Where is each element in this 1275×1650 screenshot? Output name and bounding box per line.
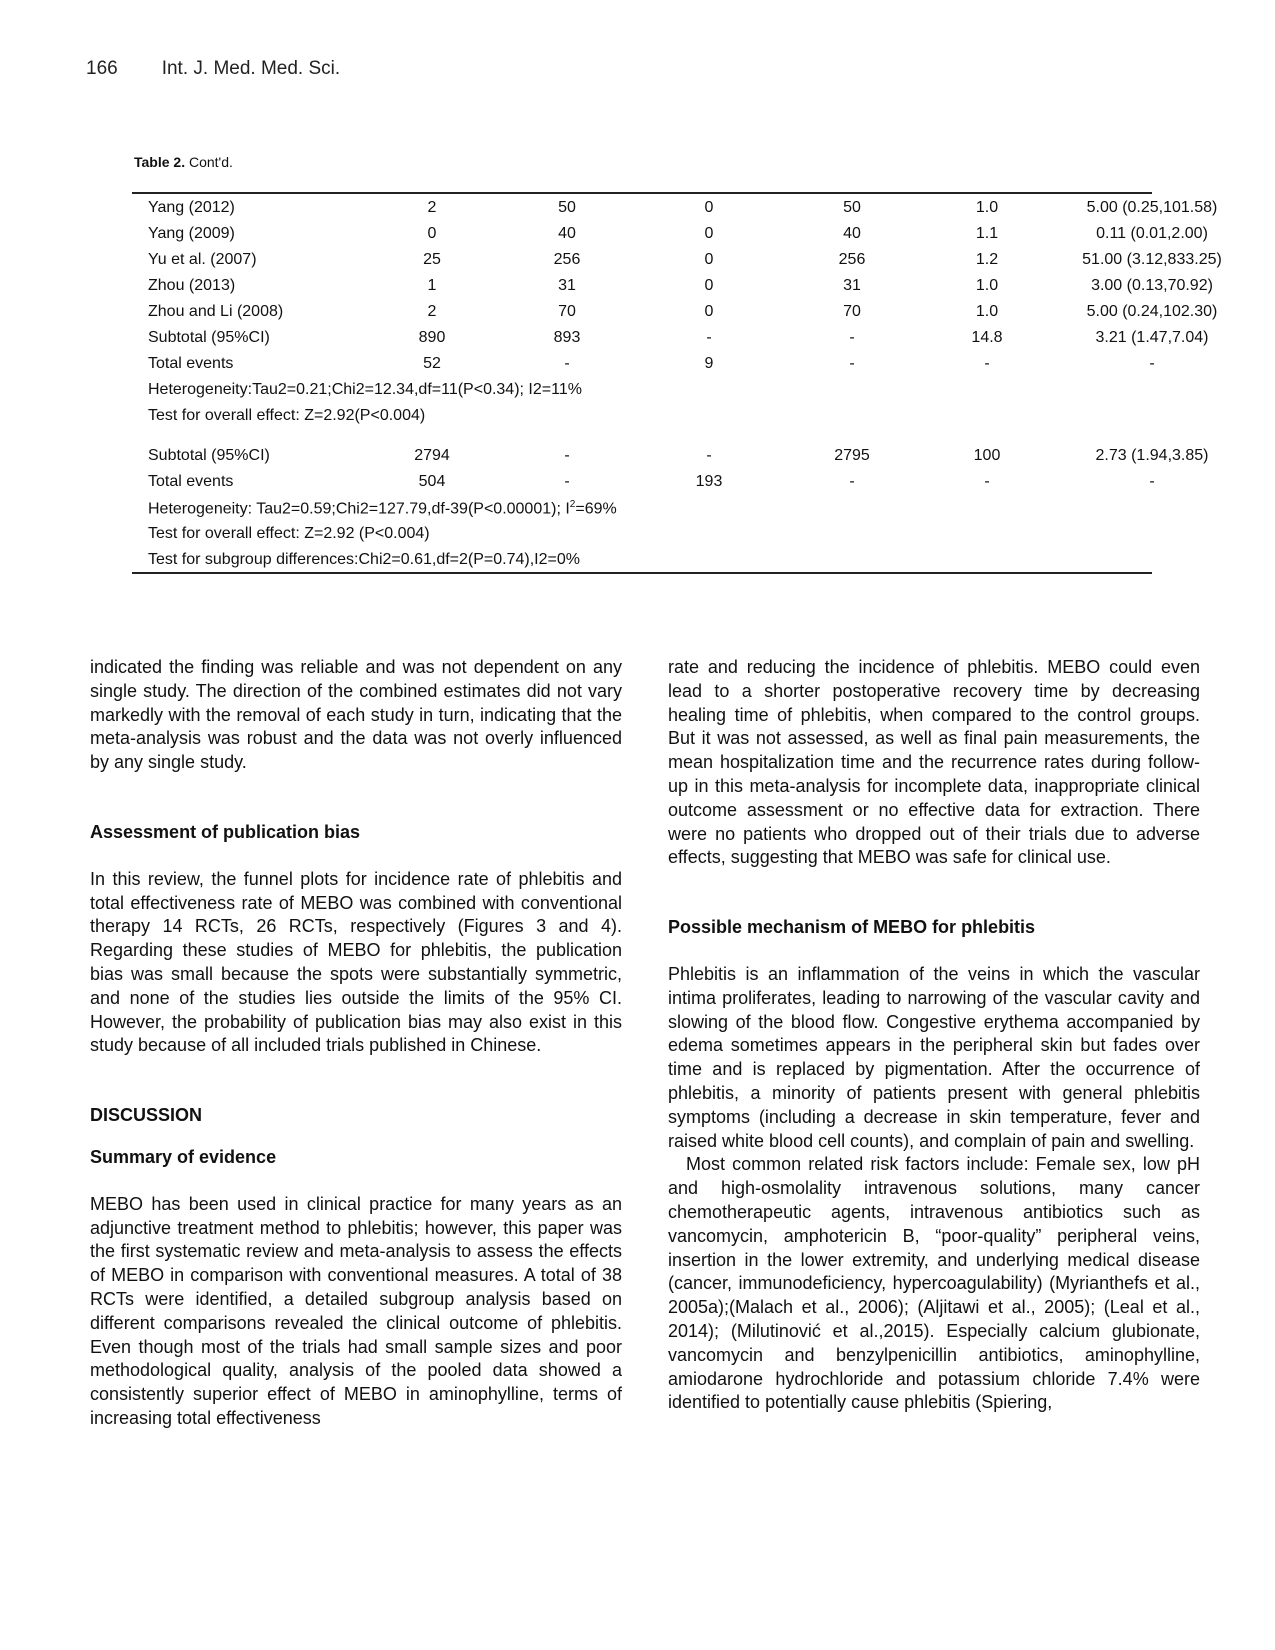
table-cell: 2795 — [834, 447, 870, 464]
table-body-1 — [132, 194, 1222, 376]
page-number: 166 — [86, 58, 118, 79]
table-note: Test for overall effect: Z=2.92 (P<0.004) — [148, 525, 430, 542]
table-cell: 1.0 — [975, 303, 999, 320]
table-note: Heterogeneity: Tau2=0.59;Chi2=127.79,df-39(P<0.00001); $I^2=69\%$ — [148, 499, 617, 518]
section-heading: Possible mechanism of MEBO for phlebitis — [668, 917, 1036, 938]
table-cell: Zhou and Li (2008) — [148, 303, 284, 320]
table-cell: 2 — [427, 303, 437, 320]
table-bottom-rule — [132, 572, 1152, 574]
paragraph: rate and reducing the incidence of phlebitis. MEBO could even lead to a shorter postoperative recovery time by decreasing healing time of phlebitis, when compared to the control groups. But it was not assessed, as well as final pain measurements, the mean hospitalization time and the recurrence rates during follow-up in this meta-analysis for incomplete data, inappropriate clinical outcome assessment or no effective data for extraction. There were no patients who dropped out of their trials due to adverse effects, suggesting that MEBO was safe for clinical use. — [668, 657, 1200, 868]
table-cell: 2794 — [414, 447, 450, 464]
table-cell: 40 — [843, 225, 861, 242]
table-cell: 0 — [704, 199, 714, 216]
table-cell: 193 — [695, 473, 723, 490]
table-cell: 9 — [704, 355, 714, 372]
table-cell: Total events — [148, 355, 234, 372]
table-cell: Total events — [148, 473, 234, 490]
paragraph: Most common related risk factors include: Female sex, low pH and high-osmolality intravenous solutions, many cancer chemotherapeutic agents, intravenous antibiotics such as vancomycin, amphotericin B, “poor-quality” peripheral veins, insertion in the lower extremity, and underlying medical disease (cancer, immunodeficiency, hypercoagulability) (Myrianthefs et al., 2005a);(Malach et al., 2006); (Aljitawi et al., 2005); (Leal et al., 2014); (Milutinović et al.,2015). Especially calcium glubionate, vancomycin and benzylpenicillin antibiotics, aminophylline, amiodarone hydrochloride and potassium chloride 7.4% were identified to potentially cause phlebitis (Spiering, — [668, 1154, 1200, 1413]
table-row — [132, 468, 1155, 494]
table-cell: 1 — [427, 277, 437, 294]
table-cell: 0 — [704, 251, 714, 268]
section-heading: Assessment of publication bias — [90, 821, 361, 842]
table-cell: - — [1149, 355, 1155, 372]
table-cell: 100 — [973, 447, 1001, 464]
table-cell: 1.0 — [975, 277, 999, 294]
table-cell: Yang (2012) — [148, 199, 235, 216]
paragraph: In this review, the funnel plots for incidence rate of phlebitis and total effectiveness rate of MEBO was combined with conventional therapy 14 RCTs, 26 RCTs, respectively (Figures 3 and 4). Regarding these studies of MEBO for phlebitis, the publication bias was small because the spots were substantially symmetric, and none of the studies lies outside the limits of the 95% CI. However, the probability of publication bias may also exist in this study because of all included trials published in Chinese. — [90, 868, 622, 1056]
table-row — [132, 442, 1209, 468]
right-column — [668, 656, 1200, 1415]
table-cell: 1.2 — [975, 251, 999, 268]
table-cell: 0.11 (0.01,2.00) — [1096, 225, 1208, 242]
paragraph: MEBO has been used in clinical practice for many years as an adjunctive treatment method to phlebitis; however, this paper was the first systematic review and meta-analysis to assess the effects of MEBO in comparison with conventional measures. A total of 38 RCTs were identified, a detailed subgroup analysis based on different comparisons revealed the clinical outcome of phlebitis. Even though most of the trials had small sample sizes and poor methodological quality, analysis of the pooled data showed a consistently superior effect of MEBO in aminophylline, terms of increasing total effectiveness — [90, 1193, 622, 1428]
table-cell: - — [1149, 473, 1155, 490]
table-cell: - — [564, 447, 570, 464]
table-row — [132, 350, 1155, 376]
page-header — [86, 58, 340, 80]
table-cell: 256 — [553, 251, 581, 268]
table-note: Test for overall effect: Z=2.92(P<0.004) — [148, 407, 426, 424]
table-cell: - — [849, 355, 855, 372]
table-cell: 504 — [418, 473, 446, 490]
table-caption-text: Cont'd. — [185, 154, 233, 170]
table-cell: Yang (2009) — [148, 225, 235, 242]
subsection-heading: Summary of evidence — [90, 1146, 277, 1167]
table-caption-label: Table 2. — [134, 154, 186, 170]
table-cell: Subtotal (95%CI) — [148, 329, 270, 346]
table-cell: - — [849, 473, 855, 490]
table-cell: 5.00 (0.24,102.30) — [1086, 303, 1218, 320]
data-table — [132, 192, 1222, 574]
table-cell: 52 — [423, 355, 441, 372]
table-cell: 0 — [704, 225, 714, 242]
table-notes-2 — [132, 520, 1152, 572]
table-cell: 50 — [558, 199, 576, 216]
table-cell: 25 — [423, 251, 441, 268]
table-cell: 256 — [838, 251, 866, 268]
table-cell: Zhou (2013) — [148, 277, 236, 294]
table-note: Test for subgroup differences:Chi2=0.61,df=2(P=0.74),I2=0% — [148, 551, 580, 568]
table-cell: 51.00 (3.12,833.25) — [1082, 251, 1222, 268]
table-cell: 70 — [843, 303, 861, 320]
table-row — [132, 246, 1222, 272]
table-cell: 14.8 — [971, 329, 1003, 346]
table-cell: 2.73 (1.94,3.85) — [1095, 447, 1209, 464]
table-cell: 0 — [427, 225, 437, 242]
table-cell: 50 — [843, 199, 861, 216]
table-caption — [134, 154, 233, 170]
table-cell: 70 — [558, 303, 576, 320]
table-cell: - — [984, 355, 990, 372]
table-cell: - — [564, 473, 570, 490]
table-cell: 890 — [418, 329, 446, 346]
table-cell: - — [564, 355, 570, 372]
table-row — [132, 324, 1209, 350]
paragraph: Phlebitis is an inflammation of the veins in which the vascular intima proliferates, leading to narrowing of the vascular cavity and slowing of the blood flow. Congestive erythema accompanied by edema sometimes appears in the peripheral skin but fades over time and is replaced by pigmentation. After the occurrence of phlebitis, a minority of patients present with general phlebitis symptoms (including a decrease in skin temperature, fever and raised white blood cell counts), and complain of pain and swelling. — [668, 963, 1200, 1151]
table-cell: 5.00 (0.25,101.58) — [1086, 199, 1218, 216]
table-row — [132, 298, 1218, 324]
section-heading: DISCUSSION — [90, 1105, 203, 1126]
table-cell: 0 — [704, 303, 714, 320]
table-cell: - — [706, 447, 712, 464]
table-row — [132, 220, 1208, 246]
table-cell: - — [849, 329, 855, 346]
table-notes-1 — [132, 376, 1152, 428]
table-cell: - — [706, 329, 712, 346]
table-row — [132, 194, 1218, 220]
table-cell: Yu et al. (2007) — [148, 251, 257, 268]
table-cell: 893 — [553, 329, 581, 346]
table-cell: 2 — [427, 199, 437, 216]
table-cell: - — [984, 473, 990, 490]
table-cell: 40 — [558, 225, 576, 242]
table-cell: 3.21 (1.47,7.04) — [1095, 329, 1209, 346]
table-cell: Subtotal (95%CI) — [148, 447, 270, 464]
table-cell: 31 — [558, 277, 576, 294]
table-row — [132, 272, 1213, 298]
table-body-2 — [132, 442, 1209, 494]
table-note: Heterogeneity:Tau2=0.21;Chi2=12.34,df=11(P<0.34); I2=11% — [148, 381, 582, 398]
table-cell: 3.00 (0.13,70.92) — [1091, 277, 1213, 294]
journal-name: Int. J. Med. Med. Sci. — [161, 58, 341, 79]
table-cell: 1.1 — [975, 225, 999, 242]
table-cell: 31 — [843, 277, 861, 294]
table-cell: 1.0 — [975, 199, 999, 216]
left-column — [90, 656, 622, 1431]
table-cell: 0 — [704, 277, 714, 294]
paragraph: indicated the finding was reliable and was not dependent on any single study. The direction of the combined estimates did not vary markedly with the removal of each study in turn, indicating that the meta-analysis was robust and the data was not overly influenced by any single study. — [90, 657, 622, 773]
